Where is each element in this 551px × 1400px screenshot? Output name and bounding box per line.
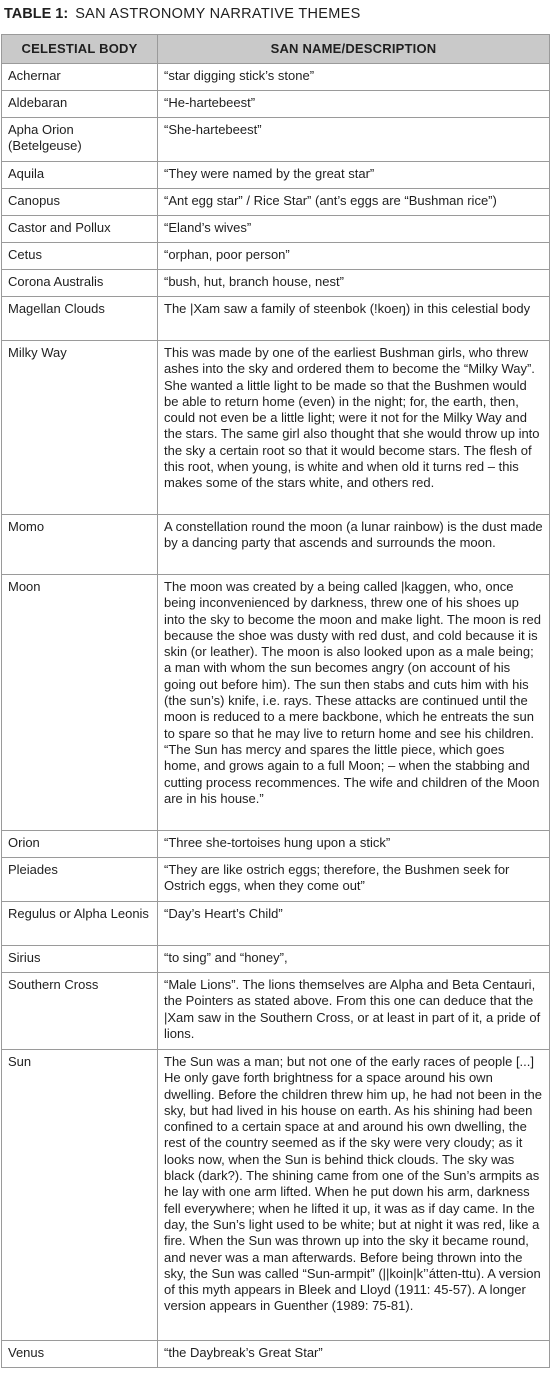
table-row bbox=[2, 270, 550, 297]
table-row bbox=[2, 858, 550, 902]
san-description-cell: The |Xam saw a family of steenbok (!koeŋ) in this celestial body bbox=[158, 297, 550, 341]
table-label: TABLE 1: bbox=[4, 6, 69, 22]
celestial-body-cell: Canopus bbox=[2, 189, 158, 216]
san-description-cell: The Sun was a man; but not one of the early races of people [...] He only gave forth brightness for a space around his own dwelling. Before the children threw him up, he had not been in the sky, but had lived in his house on earth. As his shining had been confined to a certain space at and around his own dwelling, the rest of the country seemed as if the sky were very cloudy; as it looks now, when the Sun is behind thick clouds. The sky was black (dark?). The shining came from one of the Sun’s armpits as he lay with one arm lifted. When he put down his arm, darkness fell everywhere; when he lifted it up, it was as if day came. In the day, the Sun’s light used to be white; but at night it was red, like a fire. When the Sun was thrown up into the sky it became round, and never was a man afterwards. Before being thrown into the sky, the Sun was called “Sun-armpit” (||koin|k’’átten-ttu). A version of this myth appears in Bleek and Lloyd (1911: 45-57). A longer version appears in Guenther (1989: 75-81). bbox=[158, 1050, 550, 1341]
table-row bbox=[2, 297, 550, 341]
celestial-body-cell: Venus bbox=[2, 1341, 158, 1368]
celestial-body-cell: Milky Way bbox=[2, 341, 158, 515]
table-row bbox=[2, 902, 550, 946]
table-row bbox=[2, 91, 550, 118]
celestial-body-cell: Achernar bbox=[2, 64, 158, 91]
table-row bbox=[2, 341, 550, 515]
san-description-cell: “orphan, poor person” bbox=[158, 243, 550, 270]
celestial-body-cell: Magellan Clouds bbox=[2, 297, 158, 341]
column-header-celestial-body: CELESTIAL BODY bbox=[2, 35, 158, 64]
column-header-san-description: SAN NAME/DESCRIPTION bbox=[158, 35, 550, 64]
celestial-body-cell: Momo bbox=[2, 515, 158, 575]
san-description-cell: “star digging stick’s stone” bbox=[158, 64, 550, 91]
table-row bbox=[2, 118, 550, 162]
celestial-body-cell: Apha Orion (Betelgeuse) bbox=[2, 118, 158, 162]
celestial-body-cell: Aldebaran bbox=[2, 91, 158, 118]
table-row bbox=[2, 162, 550, 189]
san-description-cell: “She-hartebeest” bbox=[158, 118, 550, 162]
table-row bbox=[2, 1050, 550, 1341]
table-row bbox=[2, 973, 550, 1050]
san-description-cell: “bush, hut, branch house, nest” bbox=[158, 270, 550, 297]
table-row bbox=[2, 243, 550, 270]
san-description-cell: This was made by one of the earliest Bushman girls, who threw ashes into the sky and ordered them to become the “Milky Way”. She wanted a little light to be made so that the Bushmen would be able to return home (even) in the night; for, the earth, then, could not even be a little light; were it not for the Milky Way and the stars. The same girl also thought that she would throw up into the sky a certain root so that it would become stars. The flesh of this root, when young, is white and when old it turns red – this makes some of the stars white, and others red. bbox=[158, 341, 550, 515]
astronomy-table bbox=[1, 34, 550, 1368]
san-description-cell: “Day’s Heart’s Child” bbox=[158, 902, 550, 946]
table-body bbox=[2, 64, 550, 1368]
table-row bbox=[2, 189, 550, 216]
san-description-cell: “They were named by the great star” bbox=[158, 162, 550, 189]
celestial-body-cell: Orion bbox=[2, 831, 158, 858]
celestial-body-cell: Sirius bbox=[2, 946, 158, 973]
celestial-body-cell: Southern Cross bbox=[2, 973, 158, 1050]
san-description-cell: “Male Lions”. The lions themselves are Alpha and Beta Centauri, the Pointers as stated above. From this one can deduce that the |Xam saw in the Southern Cross, or at least in part of it, a pride of lions. bbox=[158, 973, 550, 1050]
table-row bbox=[2, 831, 550, 858]
table-row bbox=[2, 515, 550, 575]
table-row bbox=[2, 575, 550, 831]
table-row bbox=[2, 1341, 550, 1368]
celestial-body-cell: Sun bbox=[2, 1050, 158, 1341]
san-description-cell: “the Daybreak’s Great Star” bbox=[158, 1341, 550, 1368]
celestial-body-cell: Cetus bbox=[2, 243, 158, 270]
table-row bbox=[2, 216, 550, 243]
celestial-body-cell: Castor and Pollux bbox=[2, 216, 158, 243]
san-description-cell: “He-hartebeest” bbox=[158, 91, 550, 118]
table-caption bbox=[4, 4, 361, 24]
table-row bbox=[2, 946, 550, 973]
san-description-cell: “Ant egg star” / Rice Star” (ant’s eggs are “Bushman rice”) bbox=[158, 189, 550, 216]
celestial-body-cell: Regulus or Alpha Leonis bbox=[2, 902, 158, 946]
san-description-cell: A constellation round the moon (a lunar rainbow) is the dust made by a dancing party that ascends and surrounds the moon. bbox=[158, 515, 550, 575]
san-description-cell: “They are like ostrich eggs; therefore, the Bushmen seek for Ostrich eggs, when they come out” bbox=[158, 858, 550, 902]
table-header-row bbox=[2, 35, 550, 64]
table-row bbox=[2, 64, 550, 91]
table-title: SAN ASTRONOMY NARRATIVE THEMES bbox=[75, 6, 361, 22]
san-description-cell: The moon was created by a being called |kaggen, who, once being inconvenienced by darkness, threw one of his shoes up into the sky to become the moon and make light. The moon is red because the shoe was dusty with red dust, and cold because it is skin (or leather). The moon is also looked upon as a male being; a man with whom the sun becomes angry (on account of his going out before him). The sun then stabs and cuts him with his (the sun’s) knife, i.e. rays. These attacks are continued until the moon is reduced to a mere backbone, which he entreats the sun to spare so that he may live to return home and see his children. “The Sun has mercy and spares the little piece, which goes home, and grows again to a full Moon; – when the stabbing and cutting process recommences. The wife and children of the Moon are in his house.” bbox=[158, 575, 550, 831]
san-description-cell: “Eland’s wives” bbox=[158, 216, 550, 243]
san-description-cell: “Three she-tortoises hung upon a stick” bbox=[158, 831, 550, 858]
celestial-body-cell: Pleiades bbox=[2, 858, 158, 902]
celestial-body-cell: Moon bbox=[2, 575, 158, 831]
celestial-body-cell: Corona Australis bbox=[2, 270, 158, 297]
celestial-body-cell: Aquila bbox=[2, 162, 158, 189]
san-description-cell: “to sing” and “honey”, bbox=[158, 946, 550, 973]
